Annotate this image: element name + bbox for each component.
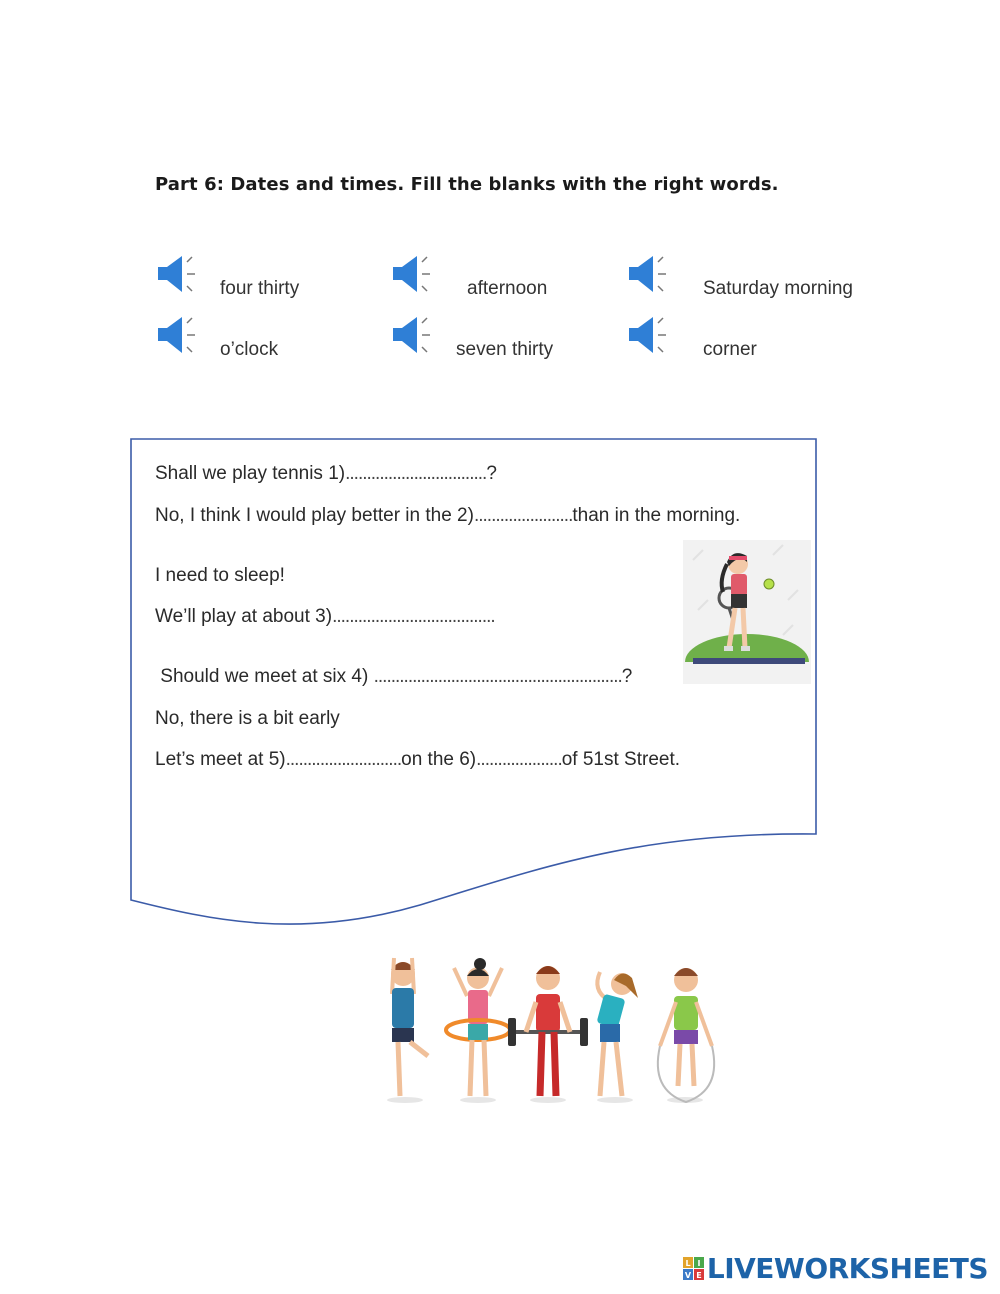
svg-text:V: V [684, 1270, 691, 1280]
word-label: four thirty [220, 278, 300, 299]
dialog-line-7: Let’s meet at 5)...........................on the 6)....................of 51st Street. [155, 749, 681, 770]
word-label: Saturday morning [703, 278, 853, 299]
speaker-icon[interactable] [626, 314, 670, 356]
liveworksheets-logo[interactable] [683, 1252, 988, 1285]
dialog-line-5: Should we meet at six 4) ..........................................................? [155, 666, 633, 687]
blank-5[interactable]: ........................... [285, 749, 402, 770]
speaker-icon[interactable] [155, 253, 199, 295]
dialog-line-4: We’ll play at about 3)...................................... [155, 606, 495, 627]
blank-6[interactable]: .................... [476, 749, 562, 770]
exercise-instructions: Part 6: Dates and times. Fill the blanks with the right words. [155, 174, 779, 195]
dialog-line-3: I need to sleep! [155, 565, 285, 586]
blank-4[interactable]: .......................................................... [373, 666, 622, 687]
dialog-line-2: No, I think I would play better in the 2).......................than in the morning. [155, 505, 741, 526]
speaker-icon[interactable] [390, 314, 434, 356]
speaker-icon[interactable] [390, 253, 434, 295]
speaker-icon[interactable] [626, 253, 670, 295]
speaker-icon[interactable] [155, 314, 199, 356]
logo-badge-icon [683, 1257, 705, 1281]
svg-text:I: I [697, 1258, 701, 1268]
logo-text: LIVEWORKSHEETS [706, 1252, 988, 1285]
dialog-line-1: Shall we play tennis 1).................................? [155, 463, 497, 484]
blank-2[interactable]: ....................... [473, 505, 573, 526]
svg-text:E: E [696, 1270, 702, 1280]
exercising-people-illustration [370, 950, 740, 1110]
tennis-player-illustration [683, 540, 811, 684]
dialog-line-6: No, there is a bit early [155, 708, 340, 729]
svg-text:L: L [685, 1258, 691, 1268]
word-label: corner [703, 339, 757, 360]
blank-1[interactable]: ................................. [345, 463, 487, 484]
blank-3[interactable]: ...................................... [332, 606, 495, 627]
word-label: seven thirty [456, 339, 554, 360]
word-label: o’clock [220, 339, 279, 360]
word-label: afternoon [467, 278, 548, 299]
